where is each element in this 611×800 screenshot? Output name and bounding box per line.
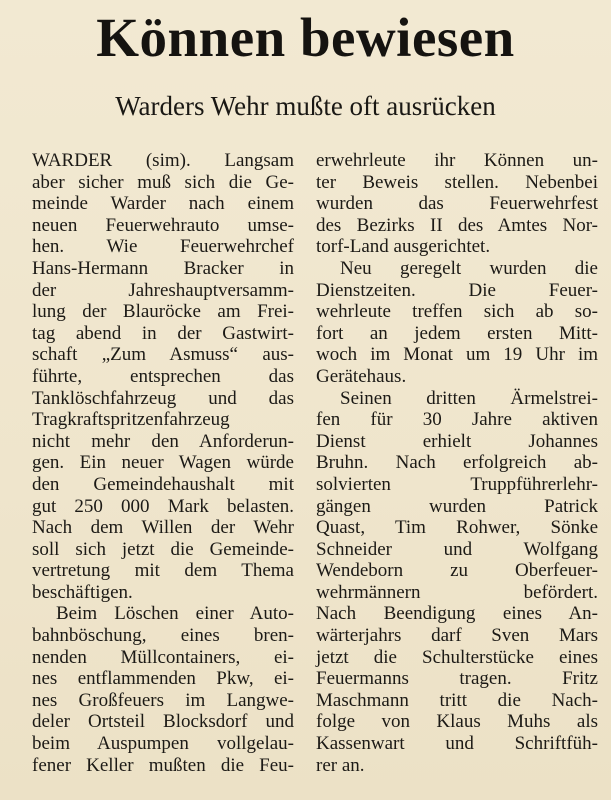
text-line: wärterjahrs darf Sven Mars <box>316 625 598 647</box>
text-line: Schneider und Wolfgang <box>316 538 598 560</box>
text-line: Maschmann tritt die Nach- <box>316 689 598 711</box>
text-line: Nach Beendigung eines An- <box>316 603 598 625</box>
text-line: gängen wurden Patrick <box>316 495 598 517</box>
text-line: fener Keller mußten die Feu- <box>32 754 294 776</box>
text-line: vertretung mit dem Thema <box>32 560 294 582</box>
text-line: der Jahreshauptversamm- <box>32 279 294 301</box>
text-line: den Gemeindehaushalt mit <box>32 473 294 495</box>
text-line: wehrmännern befördert. <box>316 581 598 603</box>
text-line: Tragkraftspritzenfahrzeug <box>32 409 230 431</box>
text-line: deler Ortsteil Blocksdorf und <box>32 711 294 733</box>
text-line: Hans-Hermann Bracker in <box>32 257 294 279</box>
text-line: aber sicher muß sich die Ge- <box>32 171 294 193</box>
text-line: jetzt die Schulterstücke eines <box>316 646 598 668</box>
text-line: hen. Wie Feuerwehrchef <box>32 236 294 258</box>
text-line: beim Auspumpen vollgelau- <box>32 733 294 755</box>
text-line: ter Beweis stellen. Nebenbei <box>316 171 598 193</box>
text-line: nes Großfeuers im Langwe- <box>32 689 294 711</box>
text-line: Neu geregelt wurden die <box>340 257 598 279</box>
text-line: rer an. <box>316 754 365 776</box>
text-line: Bruhn. Nach erfolgreich ab- <box>316 452 598 474</box>
text-line: gen. Ein neuer Wagen würde <box>32 452 294 474</box>
text-line: folge von Klaus Muhs als <box>316 711 598 733</box>
text-line: torf-Land ausgerichtet. <box>316 236 491 258</box>
text-line: Nach dem Willen der Wehr <box>32 517 294 539</box>
article-column-left <box>32 150 294 776</box>
text-line: meinde Warder nach einem <box>32 193 294 215</box>
text-line: erwehrleute ihr Können un- <box>316 150 598 171</box>
text-line: neuen Feuerwehrauto umse- <box>32 214 294 236</box>
text-line: schaft „Zum Asmuss“ aus- <box>32 344 294 366</box>
text-line: nicht mehr den Anforderun- <box>32 430 294 452</box>
text-line: führte, entsprechen das <box>32 365 294 387</box>
text-line: Tanklöschfahrzeug und das <box>32 387 294 409</box>
text-line: WARDER (sim). Langsam <box>32 150 294 171</box>
text-line: fen für 30 Jahre aktiven <box>316 409 598 431</box>
text-line: Seinen dritten Ärmelstrei- <box>340 387 598 409</box>
text-line: woch im Monat um 19 Uhr im <box>316 344 598 366</box>
text-line: Gerätehaus. <box>316 365 407 387</box>
text-line: Feuermanns tragen. Fritz <box>316 668 598 690</box>
text-line: bahnböschung, eines bren- <box>32 625 294 647</box>
text-line: nenden Müllcontainers, ei- <box>32 646 294 668</box>
subheadline: Warders Wehr mußte oft ausrücken <box>115 91 496 121</box>
text-line: des Bezirks II des Amtes Nor- <box>316 214 598 236</box>
text-line: solvierten Truppführerlehr- <box>316 473 598 495</box>
article-column-right <box>316 150 598 776</box>
text-line: gut 250 000 Mark belasten. <box>32 495 294 517</box>
text-line: Kassenwart und Schriftfüh- <box>316 733 598 755</box>
text-line: tag abend in der Gastwirt- <box>32 322 294 344</box>
text-line: Dienstzeiten. Die Feuer- <box>316 279 598 301</box>
text-line: nes entflammenden Pkw, ei- <box>32 668 294 690</box>
text-line: lung der Blauröcke am Frei- <box>32 301 294 323</box>
text-line: beschäftigen. <box>32 581 133 603</box>
text-line: Quast, Tim Rohwer, Sönke <box>316 517 598 539</box>
text-line: wehrleute treffen sich ab so- <box>316 301 598 323</box>
text-line: fort an jedem ersten Mitt- <box>316 322 598 344</box>
text-line: soll sich jetzt die Gemeinde- <box>32 538 294 560</box>
text-line: Dienst erhielt Johannes <box>316 430 598 452</box>
text-line: Beim Löschen einer Auto- <box>56 603 294 625</box>
text-line: Wendeborn zu Oberfeuer- <box>316 560 598 582</box>
headline: Können bewiesen <box>96 7 515 68</box>
text-line: wurden das Feuerwehrfest <box>316 193 598 215</box>
